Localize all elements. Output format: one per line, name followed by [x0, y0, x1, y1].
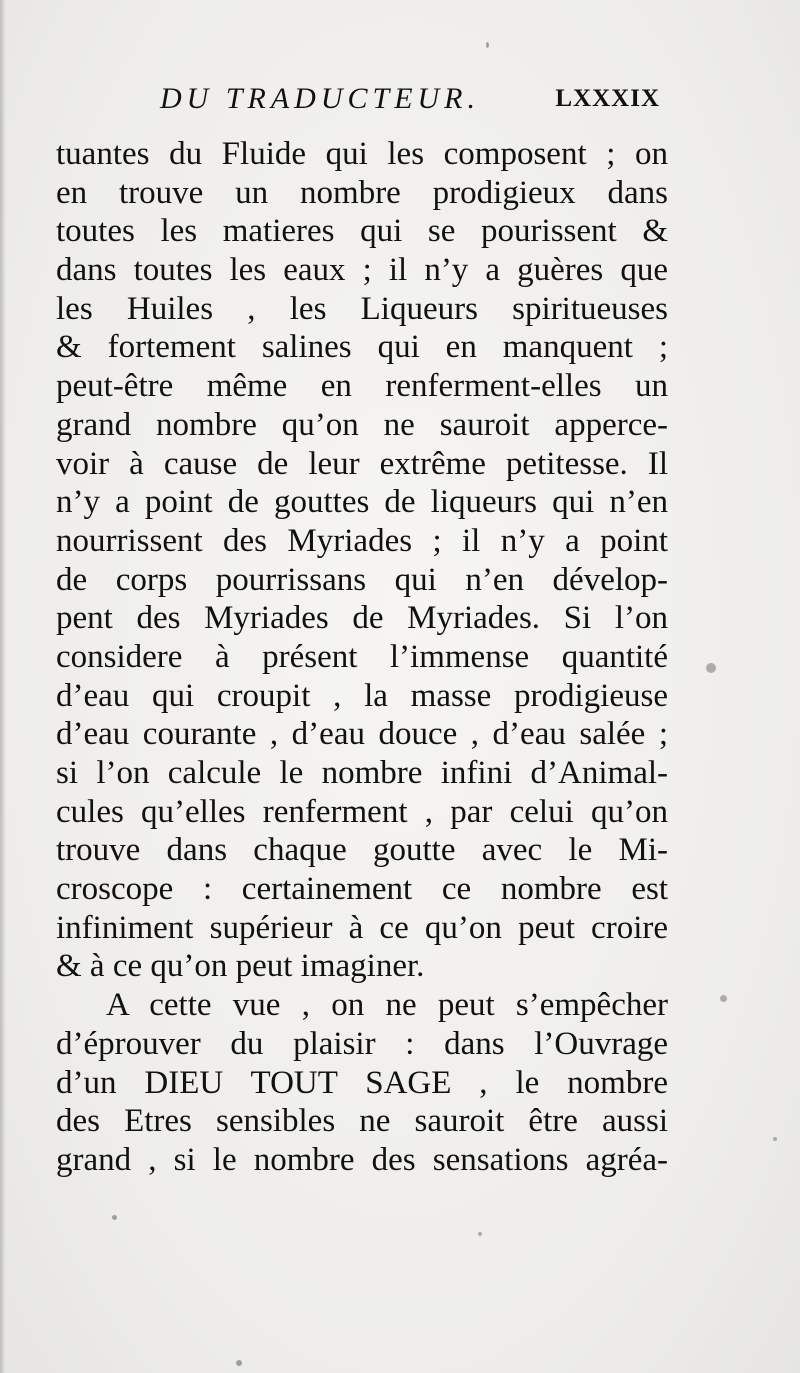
text-line: en trouve un nombre prodigieux dans [56, 174, 668, 211]
page-header [160, 82, 660, 122]
text-line: des Etres sensibles ne sauroit être aussi [56, 1103, 668, 1140]
text-line: d’éprouver du plaisir : dans l’Ouvrage [56, 1025, 668, 1062]
body-text [56, 135, 668, 1180]
text-line: dans toutes les eaux ; il n’y a guères que [56, 252, 668, 289]
paper-speck [486, 42, 489, 48]
text-line: & fortement salines qui en manquent ; [56, 329, 668, 366]
text-line: & à ce qu’on peut imaginer. [56, 948, 425, 985]
text-line: nourrissent des Myriades ; il n’y a point [56, 522, 668, 559]
text-line: de corps pourrissans qui n’en dévelop- [56, 561, 668, 598]
text-line: peut-être même en renferment-elles un [56, 368, 668, 405]
text-line: cules qu’elles renferment , par celui qu’on [56, 793, 668, 830]
text-line: pent des Myriades de Myriades. Si l’on [56, 600, 668, 637]
text-line: toutes les matieres qui se pourissent & [56, 213, 668, 250]
text-line: grand nombre qu’on ne sauroit apperce- [56, 406, 668, 443]
paper-speck [112, 1215, 117, 1220]
page-number: LXXXIX [555, 85, 660, 112]
text-line: tuantes du Fluide qui les composent ; on [56, 136, 668, 172]
text-line: voir à cause de leur extrême petitesse. Il [56, 445, 668, 482]
paper-speck [478, 1232, 482, 1236]
text-line: considere à présent l’immense quantité [56, 638, 668, 675]
text-line: d’eau qui croupit , la masse prodigieuse [56, 677, 668, 714]
text-line: n’y a point de gouttes de liqueurs qui n’en [56, 484, 668, 521]
text-line: d’un DIEU TOUT SAGE , le nombre [56, 1064, 668, 1101]
paper-speck [236, 1360, 242, 1366]
text-line: grand , si le nombre des sensations agréa- [56, 1141, 668, 1178]
text-line: croscope : certainement ce nombre est [56, 871, 668, 908]
paper-speck [773, 1137, 777, 1141]
text-line: les Huiles , les Liqueurs spiritueuses [56, 290, 668, 327]
page-gutter-shadow [0, 0, 6, 1373]
text-line: trouve dans chaque goutte avec le Mi- [56, 832, 668, 869]
text-line: d’eau courante , d’eau douce , d’eau salée ; [56, 716, 668, 753]
text-line: A cette vue , on ne peut s’empêcher [106, 987, 668, 1024]
paper-speck [720, 995, 727, 1002]
paper-speck [706, 663, 716, 673]
running-head: DU TRADUCTEUR. [160, 82, 481, 115]
text-line: si l’on calcule le nombre infini d’Animal- [56, 755, 668, 791]
text-line: infiniment supérieur à ce qu’on peut croire [56, 909, 668, 946]
